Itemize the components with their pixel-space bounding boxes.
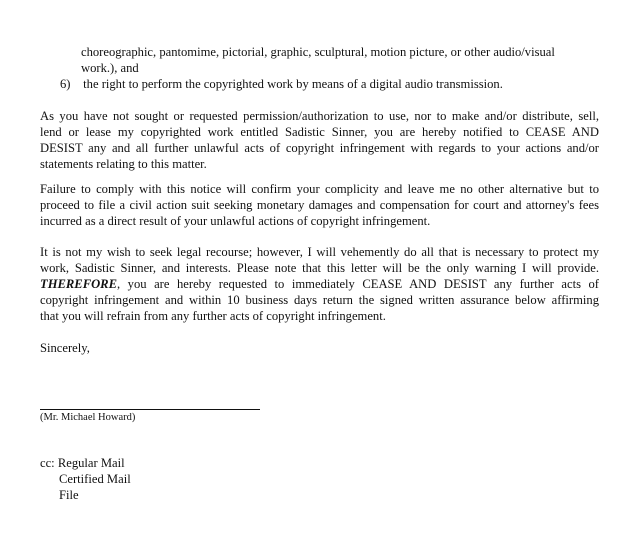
signer-name: (Mr. Michael Howard)	[40, 412, 136, 423]
paragraph-line: incurred as a direct result of your unlawful actions of copyright infringement.	[40, 214, 431, 228]
list-item-number: 6)	[60, 77, 71, 91]
paragraph-line-rest: , you are hereby requested to immediately CEASE AND DESIST any further acts of	[116, 277, 599, 291]
list-continuation-line: work.), and	[81, 61, 139, 75]
paragraph-line: It is not my wish to seek legal recourse; however, I will vehemently do all that is necessary to protect my	[40, 245, 599, 259]
paragraph-line: lend or lease my copyrighted work entitled Sadistic Sinner, you are hereby notified to CEASE AND	[40, 125, 599, 139]
closing-salutation: Sincerely,	[40, 341, 90, 355]
paragraph-line: Failure to comply with this notice will confirm your complicity and leave me no other alternative but to	[40, 182, 599, 196]
paragraph-demand	[40, 244, 599, 324]
paragraph-line: work, Sadistic Sinner, and interests. Please note that this letter will be the only warning I will provide.	[40, 261, 599, 275]
paragraph-notice	[40, 108, 599, 172]
paragraph-line	[40, 276, 599, 292]
therefore-emphasis: THEREFORE	[40, 277, 117, 291]
cc-item: Certified Mail	[59, 472, 131, 486]
list-continuation-line: choreographic, pantomime, pictorial, graphic, sculptural, motion picture, or other audio/visual	[81, 45, 555, 59]
paragraph-line: that you will refrain from any further acts of copyright infringement.	[40, 309, 386, 323]
list-continuation	[81, 44, 601, 76]
paragraph-line: copyright infringement and within 10 business days return the signed written assurance below affirming	[40, 293, 599, 307]
paragraph-line: DESIST any and all further unlawful acts of copyright infringement with regards to your actions and/or	[40, 141, 599, 155]
paragraph-line: statements relating to this matter.	[40, 157, 207, 171]
paragraph-consequences	[40, 181, 599, 229]
cc-label-line: cc: Regular Mail	[40, 456, 125, 470]
paragraph-line: As you have not sought or requested permission/authorization to use, nor to make and/or distribute, sell,	[40, 109, 599, 123]
list-item-text: the right to perform the copyrighted work by means of a digital audio transmission.	[83, 77, 503, 91]
list-item-6	[60, 76, 620, 92]
cc-item: File	[59, 488, 79, 502]
cc-list	[40, 455, 131, 503]
paragraph-line: proceed to file a civil action suit seeking monetary damages and compensation for court and attorney's fees	[40, 198, 599, 212]
